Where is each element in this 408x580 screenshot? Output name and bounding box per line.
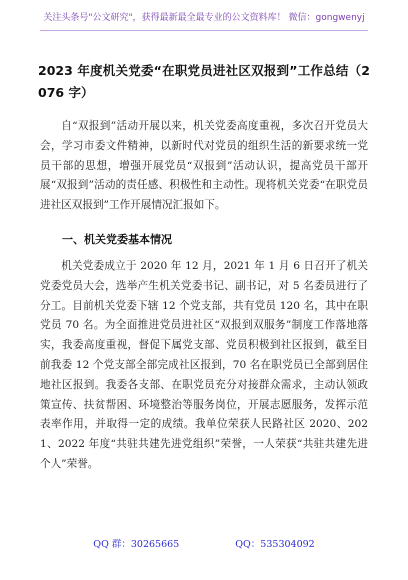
header-banner: 关注头条号"公文研究"，获得最新最全最专业的公文资料库！ 微信：gongwenyj [43, 13, 365, 23]
intro-paragraph: 自“双报到”活动开展以来，机关党委高度重视，多次召开党员大会，学习市委文件精神，以新时代对党员的组织生活的新要求统一党员干部的思想，增强开展党员“双报到”活动认识，提高党员干部开展“双报到”活动的责任感、积极性和主动性。现将机关党委“在职党员进社区双报到”工作开展情况汇报如下。 [40, 120, 368, 212]
footer-qq-number: QQ：535304092 [235, 539, 315, 550]
section-heading-1: 一、机关党委基本情况 [62, 232, 172, 246]
document-title: 2023 年度机关党委“在职党员进社区双报到”工作总结（2076 字） [38, 63, 370, 100]
header-divider [40, 30, 368, 31]
document-body [40, 117, 368, 475]
footer-contact [0, 536, 408, 550]
section-1-paragraph: 机关党委成立于 2020 年 12 月，2021 年 1 月 6 日召开了机关党委党员大会，选举产生机关党委书记、副书记，对 5 名委员进行了分工。目前机关党委下辖 12 个党支部，共有党员 120 名，其中在职党员 70 名。为全面推进党员进社区“双报到双服务”制度工作落地落实，我委高度重视，督促下属党支部、党员积极到社区报到，截至目前我委 12 个党支部全部完成社区报到，70 名在职党员已全部到居住地社区报到。我委各支部、在职党员充分对接群众需求，主动认领政策宣传、扶贫帮困、环境整治等服务岗位，开展志愿服务，发挥示范表率作用，并取得一定的成绩。我单位荣获人民路社区 2020、2021、2022 年度“共驻共建先进党组织”荣誉，一人荣获“共驻共建先进个人”荣誉。 [40, 259, 368, 470]
footer-qq-group: QQ 群：30265665 [93, 539, 180, 550]
